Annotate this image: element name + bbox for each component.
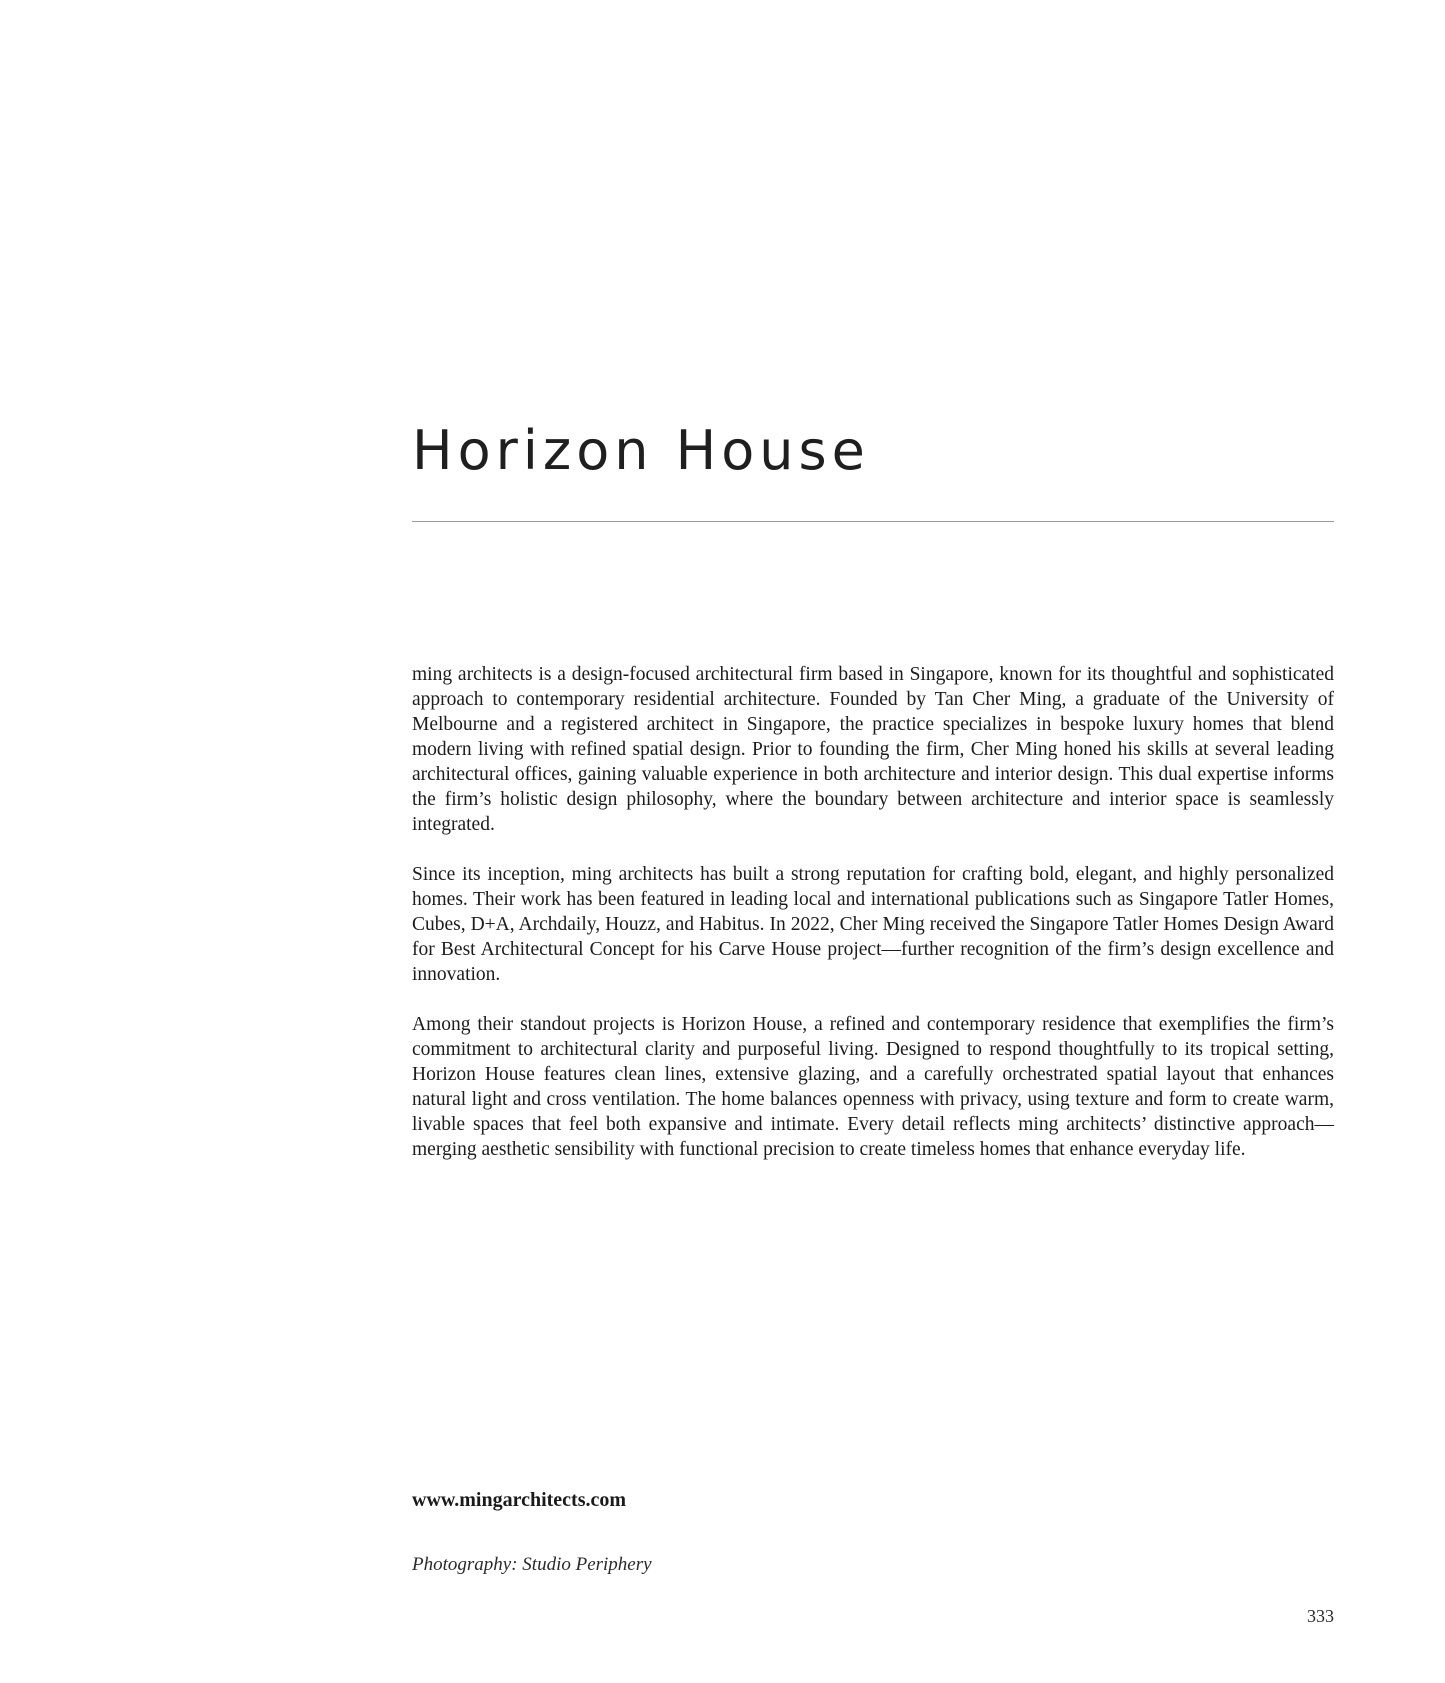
paragraph-horizon-house: Among their standout projects is Horizon House, a refined and contemporary residence that exemplifies the firm’s commitment to architectural clarity and purposeful living. Designed to respond thoughtfully to its tropical setting, Horizon House features clean lines, extensive glazing, and a carefully orchestrated spatial layout that enhances natural light and cross ventilation. The home balances openness with privacy, using texture and form to create warm, livable spaces that feel both expansive and intimate. Every detail reflects ming architects’ distinctive approach—merging aesthetic sensibility with functional precision to create timeless homes that enhance everyday life. bbox=[412, 1014, 1334, 1160]
photo-credit: Photography: Studio Periphery bbox=[412, 1554, 652, 1575]
page-number: 333 bbox=[1307, 1606, 1334, 1626]
website-link[interactable]: www.mingarchitects.com bbox=[412, 1489, 627, 1511]
title-divider bbox=[412, 521, 1334, 522]
paragraph-firm-intro: ming architects is a design-focused architectural firm based in Singapore, known for its thoughtful and sophisticated approach to contemporary residential architecture. Founded by Tan Cher Ming, a graduate of the University of Melbourne and a registered architect in Singapore, the practice specializes in bespoke luxury homes that blend modern living with refined spatial design. Prior to founding the firm, Cher Ming honed his skills at several leading architectural offices, gaining valuable experience in both architecture and interior design. This dual expertise informs the firm’s holistic design philosophy, where the boundary between architecture and interior space is seamlessly integrated. bbox=[412, 664, 1334, 835]
page-title: Horizon House bbox=[412, 419, 870, 482]
body-text bbox=[412, 662, 1334, 1187]
paragraph-reputation: Since its inception, ming architects has built a strong reputation for crafting bold, elegant, and highly personalized homes. Their work has been featured in leading local and international publications such as Singapore Tatler Homes, Cubes, D+A, Archdaily, Houzz, and Habitus. In 2022, Cher Ming received the Singapore Tatler Homes Design Award for Best Architectural Concept for his Carve House project—further recognition of the firm’s design excellence and innovation. bbox=[412, 864, 1334, 985]
